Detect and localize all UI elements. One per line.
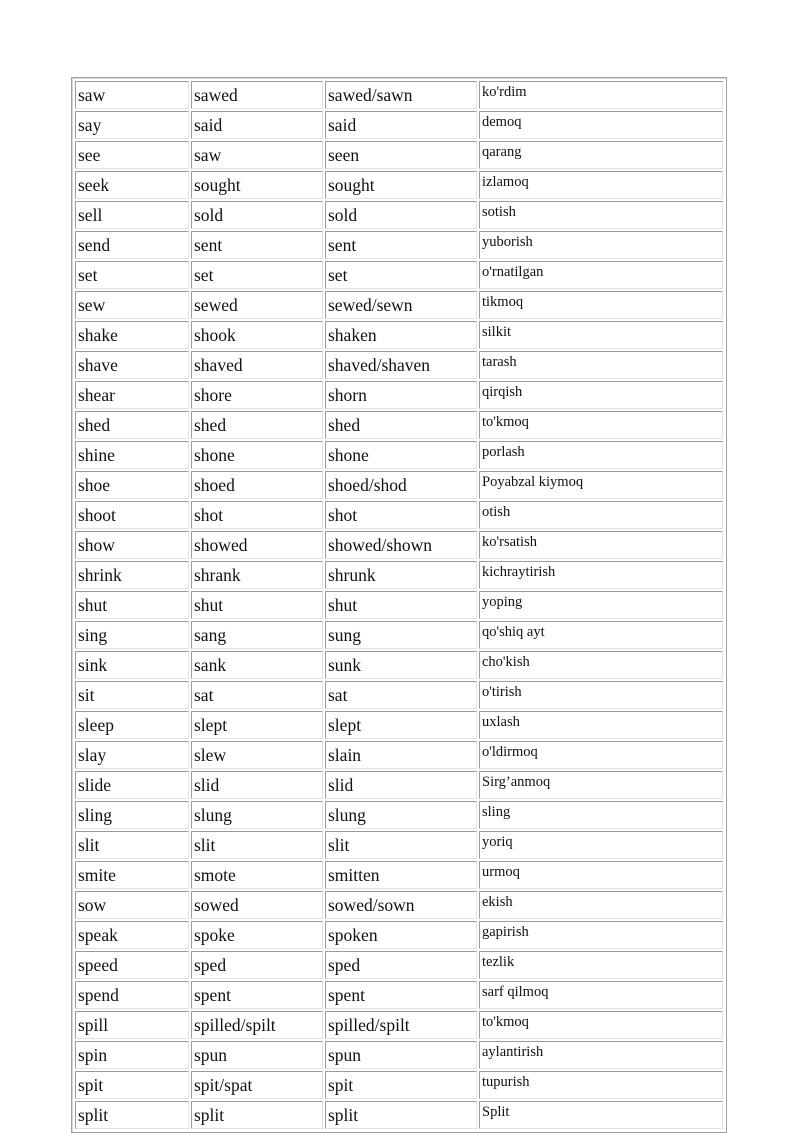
translation-cell: yoriq — [479, 831, 723, 859]
past-simple-cell: sent — [191, 231, 323, 259]
base-form-cell: sink — [75, 651, 189, 679]
past-participle-cell: showed/shown — [325, 531, 477, 559]
translation-cell: o'rnatilgan — [479, 261, 723, 289]
table-row — [75, 771, 723, 799]
table-row — [75, 1101, 723, 1129]
table-row — [75, 171, 723, 199]
translation-cell: tikmoq — [479, 291, 723, 319]
past-simple-cell: sawed — [191, 81, 323, 109]
base-form-cell: sit — [75, 681, 189, 709]
table-row — [75, 381, 723, 409]
translation-cell: tezlik — [479, 951, 723, 979]
base-form-cell: sow — [75, 891, 189, 919]
translation-cell: demoq — [479, 111, 723, 139]
base-form-cell: shut — [75, 591, 189, 619]
verb-table-frame — [71, 77, 727, 1133]
past-participle-cell: sold — [325, 201, 477, 229]
verb-table-body — [75, 81, 723, 1129]
table-row — [75, 291, 723, 319]
table-row — [75, 1071, 723, 1099]
past-simple-cell: slit — [191, 831, 323, 859]
table-row — [75, 801, 723, 829]
past-simple-cell: shoed — [191, 471, 323, 499]
base-form-cell: shoot — [75, 501, 189, 529]
past-simple-cell: smote — [191, 861, 323, 889]
translation-cell: ko'rsatish — [479, 531, 723, 559]
table-row — [75, 591, 723, 619]
past-participle-cell: sought — [325, 171, 477, 199]
past-simple-cell: shut — [191, 591, 323, 619]
table-row — [75, 501, 723, 529]
past-participle-cell: shaved/shaven — [325, 351, 477, 379]
past-participle-cell: shed — [325, 411, 477, 439]
translation-cell: aylantirish — [479, 1041, 723, 1069]
past-simple-cell: slid — [191, 771, 323, 799]
translation-cell: porlash — [479, 441, 723, 469]
base-form-cell: sling — [75, 801, 189, 829]
table-row — [75, 411, 723, 439]
past-simple-cell: sped — [191, 951, 323, 979]
past-participle-cell: said — [325, 111, 477, 139]
past-participle-cell: set — [325, 261, 477, 289]
table-row — [75, 231, 723, 259]
past-participle-cell: sunk — [325, 651, 477, 679]
translation-cell: o'tirish — [479, 681, 723, 709]
base-form-cell: split — [75, 1101, 189, 1129]
table-row — [75, 111, 723, 139]
past-participle-cell: sped — [325, 951, 477, 979]
past-simple-cell: spun — [191, 1041, 323, 1069]
past-participle-cell: seen — [325, 141, 477, 169]
past-participle-cell: slain — [325, 741, 477, 769]
past-simple-cell: sank — [191, 651, 323, 679]
translation-cell: o'ldirmoq — [479, 741, 723, 769]
past-simple-cell: saw — [191, 141, 323, 169]
base-form-cell: say — [75, 111, 189, 139]
table-row — [75, 201, 723, 229]
translation-cell: qo'shiq ayt — [479, 621, 723, 649]
table-row — [75, 1041, 723, 1069]
base-form-cell: shoe — [75, 471, 189, 499]
past-participle-cell: shrunk — [325, 561, 477, 589]
table-row — [75, 621, 723, 649]
translation-cell: to'kmoq — [479, 411, 723, 439]
past-participle-cell: shot — [325, 501, 477, 529]
translation-cell: gapirish — [479, 921, 723, 949]
past-simple-cell: shot — [191, 501, 323, 529]
past-simple-cell: sat — [191, 681, 323, 709]
past-simple-cell: shed — [191, 411, 323, 439]
base-form-cell: shine — [75, 441, 189, 469]
past-simple-cell: split — [191, 1101, 323, 1129]
base-form-cell: sing — [75, 621, 189, 649]
table-row — [75, 831, 723, 859]
base-form-cell: spin — [75, 1041, 189, 1069]
past-simple-cell: sold — [191, 201, 323, 229]
translation-cell: izlamoq — [479, 171, 723, 199]
past-participle-cell: shoed/shod — [325, 471, 477, 499]
past-simple-cell: shone — [191, 441, 323, 469]
translation-cell: uxlash — [479, 711, 723, 739]
base-form-cell: slide — [75, 771, 189, 799]
past-simple-cell: shore — [191, 381, 323, 409]
past-simple-cell: spent — [191, 981, 323, 1009]
translation-cell: yoping — [479, 591, 723, 619]
base-form-cell: shrink — [75, 561, 189, 589]
past-participle-cell: spent — [325, 981, 477, 1009]
past-participle-cell: spun — [325, 1041, 477, 1069]
table-row — [75, 561, 723, 589]
past-simple-cell: slew — [191, 741, 323, 769]
past-simple-cell: slept — [191, 711, 323, 739]
past-participle-cell: sung — [325, 621, 477, 649]
table-row — [75, 861, 723, 889]
translation-cell: tarash — [479, 351, 723, 379]
base-form-cell: slay — [75, 741, 189, 769]
translation-cell: Poyabzal kiymoq — [479, 471, 723, 499]
table-row — [75, 81, 723, 109]
base-form-cell: shed — [75, 411, 189, 439]
table-row — [75, 351, 723, 379]
past-simple-cell: shrank — [191, 561, 323, 589]
table-row — [75, 531, 723, 559]
base-form-cell: sleep — [75, 711, 189, 739]
past-participle-cell: slit — [325, 831, 477, 859]
base-form-cell: send — [75, 231, 189, 259]
base-form-cell: smite — [75, 861, 189, 889]
table-row — [75, 321, 723, 349]
base-form-cell: spit — [75, 1071, 189, 1099]
past-simple-cell: spoke — [191, 921, 323, 949]
table-row — [75, 981, 723, 1009]
past-participle-cell: sent — [325, 231, 477, 259]
past-simple-cell: said — [191, 111, 323, 139]
past-participle-cell: sowed/sown — [325, 891, 477, 919]
translation-cell: to'kmoq — [479, 1011, 723, 1039]
past-participle-cell: smitten — [325, 861, 477, 889]
base-form-cell: shave — [75, 351, 189, 379]
past-participle-cell: slid — [325, 771, 477, 799]
table-row — [75, 651, 723, 679]
past-simple-cell: sang — [191, 621, 323, 649]
table-row — [75, 441, 723, 469]
past-simple-cell: shaved — [191, 351, 323, 379]
translation-cell: Sirg’anmoq — [479, 771, 723, 799]
past-participle-cell: sat — [325, 681, 477, 709]
translation-cell: otish — [479, 501, 723, 529]
base-form-cell: spend — [75, 981, 189, 1009]
past-participle-cell: sawed/sawn — [325, 81, 477, 109]
base-form-cell: shake — [75, 321, 189, 349]
translation-cell: sotish — [479, 201, 723, 229]
irregular-verbs-table — [73, 79, 725, 1131]
base-form-cell: sew — [75, 291, 189, 319]
translation-cell: urmoq — [479, 861, 723, 889]
table-row — [75, 681, 723, 709]
past-participle-cell: split — [325, 1101, 477, 1129]
table-row — [75, 921, 723, 949]
base-form-cell: spill — [75, 1011, 189, 1039]
table-row — [75, 471, 723, 499]
base-form-cell: saw — [75, 81, 189, 109]
base-form-cell: shear — [75, 381, 189, 409]
translation-cell: sling — [479, 801, 723, 829]
base-form-cell: show — [75, 531, 189, 559]
base-form-cell: speak — [75, 921, 189, 949]
past-simple-cell: spit/spat — [191, 1071, 323, 1099]
past-participle-cell: sewed/sewn — [325, 291, 477, 319]
translation-cell: qarang — [479, 141, 723, 169]
past-simple-cell: spilled/spilt — [191, 1011, 323, 1039]
base-form-cell: seek — [75, 171, 189, 199]
past-participle-cell: shut — [325, 591, 477, 619]
past-participle-cell: shaken — [325, 321, 477, 349]
past-participle-cell: shorn — [325, 381, 477, 409]
base-form-cell: slit — [75, 831, 189, 859]
translation-cell: cho'kish — [479, 651, 723, 679]
base-form-cell: speed — [75, 951, 189, 979]
translation-cell: qirqish — [479, 381, 723, 409]
past-participle-cell: slept — [325, 711, 477, 739]
translation-cell: Split — [479, 1101, 723, 1129]
translation-cell: kichraytirish — [479, 561, 723, 589]
base-form-cell: see — [75, 141, 189, 169]
past-participle-cell: spilled/spilt — [325, 1011, 477, 1039]
table-row — [75, 261, 723, 289]
table-row — [75, 711, 723, 739]
past-participle-cell: spoken — [325, 921, 477, 949]
translation-cell: ko'rdim — [479, 81, 723, 109]
table-row — [75, 951, 723, 979]
past-simple-cell: shook — [191, 321, 323, 349]
past-participle-cell: shone — [325, 441, 477, 469]
past-participle-cell: slung — [325, 801, 477, 829]
translation-cell: sarf qilmoq — [479, 981, 723, 1009]
table-row — [75, 891, 723, 919]
translation-cell: ekish — [479, 891, 723, 919]
past-simple-cell: sowed — [191, 891, 323, 919]
past-simple-cell: slung — [191, 801, 323, 829]
past-simple-cell: set — [191, 261, 323, 289]
past-participle-cell: spit — [325, 1071, 477, 1099]
past-simple-cell: sought — [191, 171, 323, 199]
translation-cell: yuborish — [479, 231, 723, 259]
base-form-cell: set — [75, 261, 189, 289]
translation-cell: silkit — [479, 321, 723, 349]
table-row — [75, 741, 723, 769]
translation-cell: tupurish — [479, 1071, 723, 1099]
base-form-cell: sell — [75, 201, 189, 229]
past-simple-cell: sewed — [191, 291, 323, 319]
table-row — [75, 1011, 723, 1039]
past-simple-cell: showed — [191, 531, 323, 559]
table-row — [75, 141, 723, 169]
